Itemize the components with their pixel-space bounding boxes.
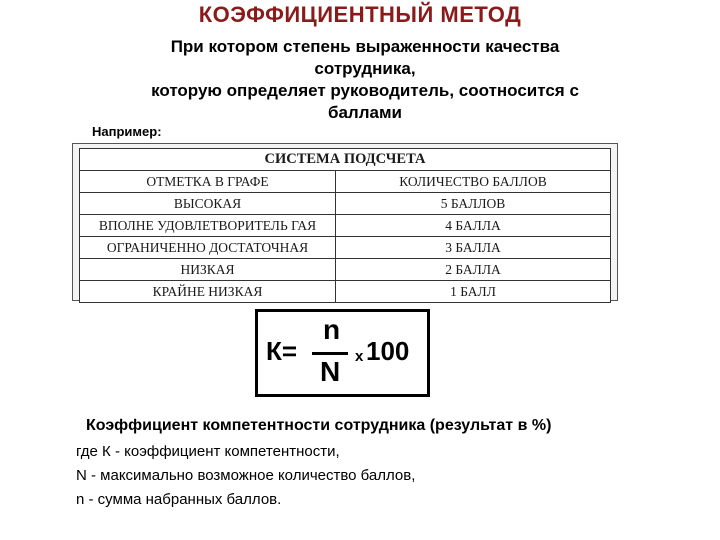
table-row xyxy=(80,237,611,259)
table-cell: 1 БАЛЛ xyxy=(336,281,611,303)
definition-line: N - максимально возможное количество баллов, xyxy=(76,467,416,484)
example-label: Например: xyxy=(92,124,162,139)
table-cell: ВПОЛНЕ УДОВЛЕТВОРИТЕЛЬ ГАЯ xyxy=(80,215,336,237)
formula-box xyxy=(255,309,430,397)
table-cell: 3 БАЛЛА xyxy=(336,237,611,259)
table-row xyxy=(80,215,611,237)
table-row xyxy=(80,259,611,281)
table-cell: ВЫСОКАЯ xyxy=(80,193,336,215)
formula-lhs: К= xyxy=(266,336,298,366)
subtitle-line: баллами xyxy=(327,103,403,122)
definitions xyxy=(76,440,415,512)
definition-line: n - сумма набранных баллов. xyxy=(76,491,282,508)
definition-line: где К - коэффициент компетентности, xyxy=(76,443,340,460)
subtitle xyxy=(70,36,660,124)
table-cell: 4 БАЛЛА xyxy=(336,215,611,237)
subtitle-line: сотрудника, xyxy=(314,59,416,78)
table-row xyxy=(80,193,611,215)
table-row xyxy=(80,281,611,303)
subtitle-line: При котором степень выраженности качества xyxy=(170,37,560,56)
table-cell: КРАЙНЕ НИЗКАЯ xyxy=(80,281,336,303)
table-header-cell: ОТМЕТКА В ГРАФЕ xyxy=(80,171,336,193)
table-header-row xyxy=(80,171,611,193)
table-cell: 2 БАЛЛА xyxy=(336,259,611,281)
table-caption: СИСТЕМА ПОДСЧЕТА xyxy=(80,149,611,171)
table-cell: 5 БАЛЛОВ xyxy=(336,193,611,215)
table-cell: ОГРАНИЧЕННО ДОСТАТОЧНАЯ xyxy=(80,237,336,259)
formula-times: х xyxy=(355,348,364,365)
table-header-cell: КОЛИЧЕСТВО БАЛЛОВ xyxy=(336,171,611,193)
formula-numerator: n xyxy=(323,314,341,345)
formula-denominator: N xyxy=(320,356,341,387)
fraction-bar xyxy=(312,352,348,355)
scoring-table-image xyxy=(72,143,618,301)
table-caption-row xyxy=(80,149,611,171)
subtitle-line: которую определяет руководитель, соотносится с xyxy=(151,81,579,100)
formula-multiplier: 100 xyxy=(366,336,410,366)
coefficient-text: Коэффициент компетентности сотрудника (результат в %) xyxy=(86,417,552,434)
scoring-table xyxy=(79,148,611,303)
table-cell: НИЗКАЯ xyxy=(80,259,336,281)
slide-title: КОЭФФИЦИЕНТНЫЙ МЕТОД xyxy=(198,2,522,27)
